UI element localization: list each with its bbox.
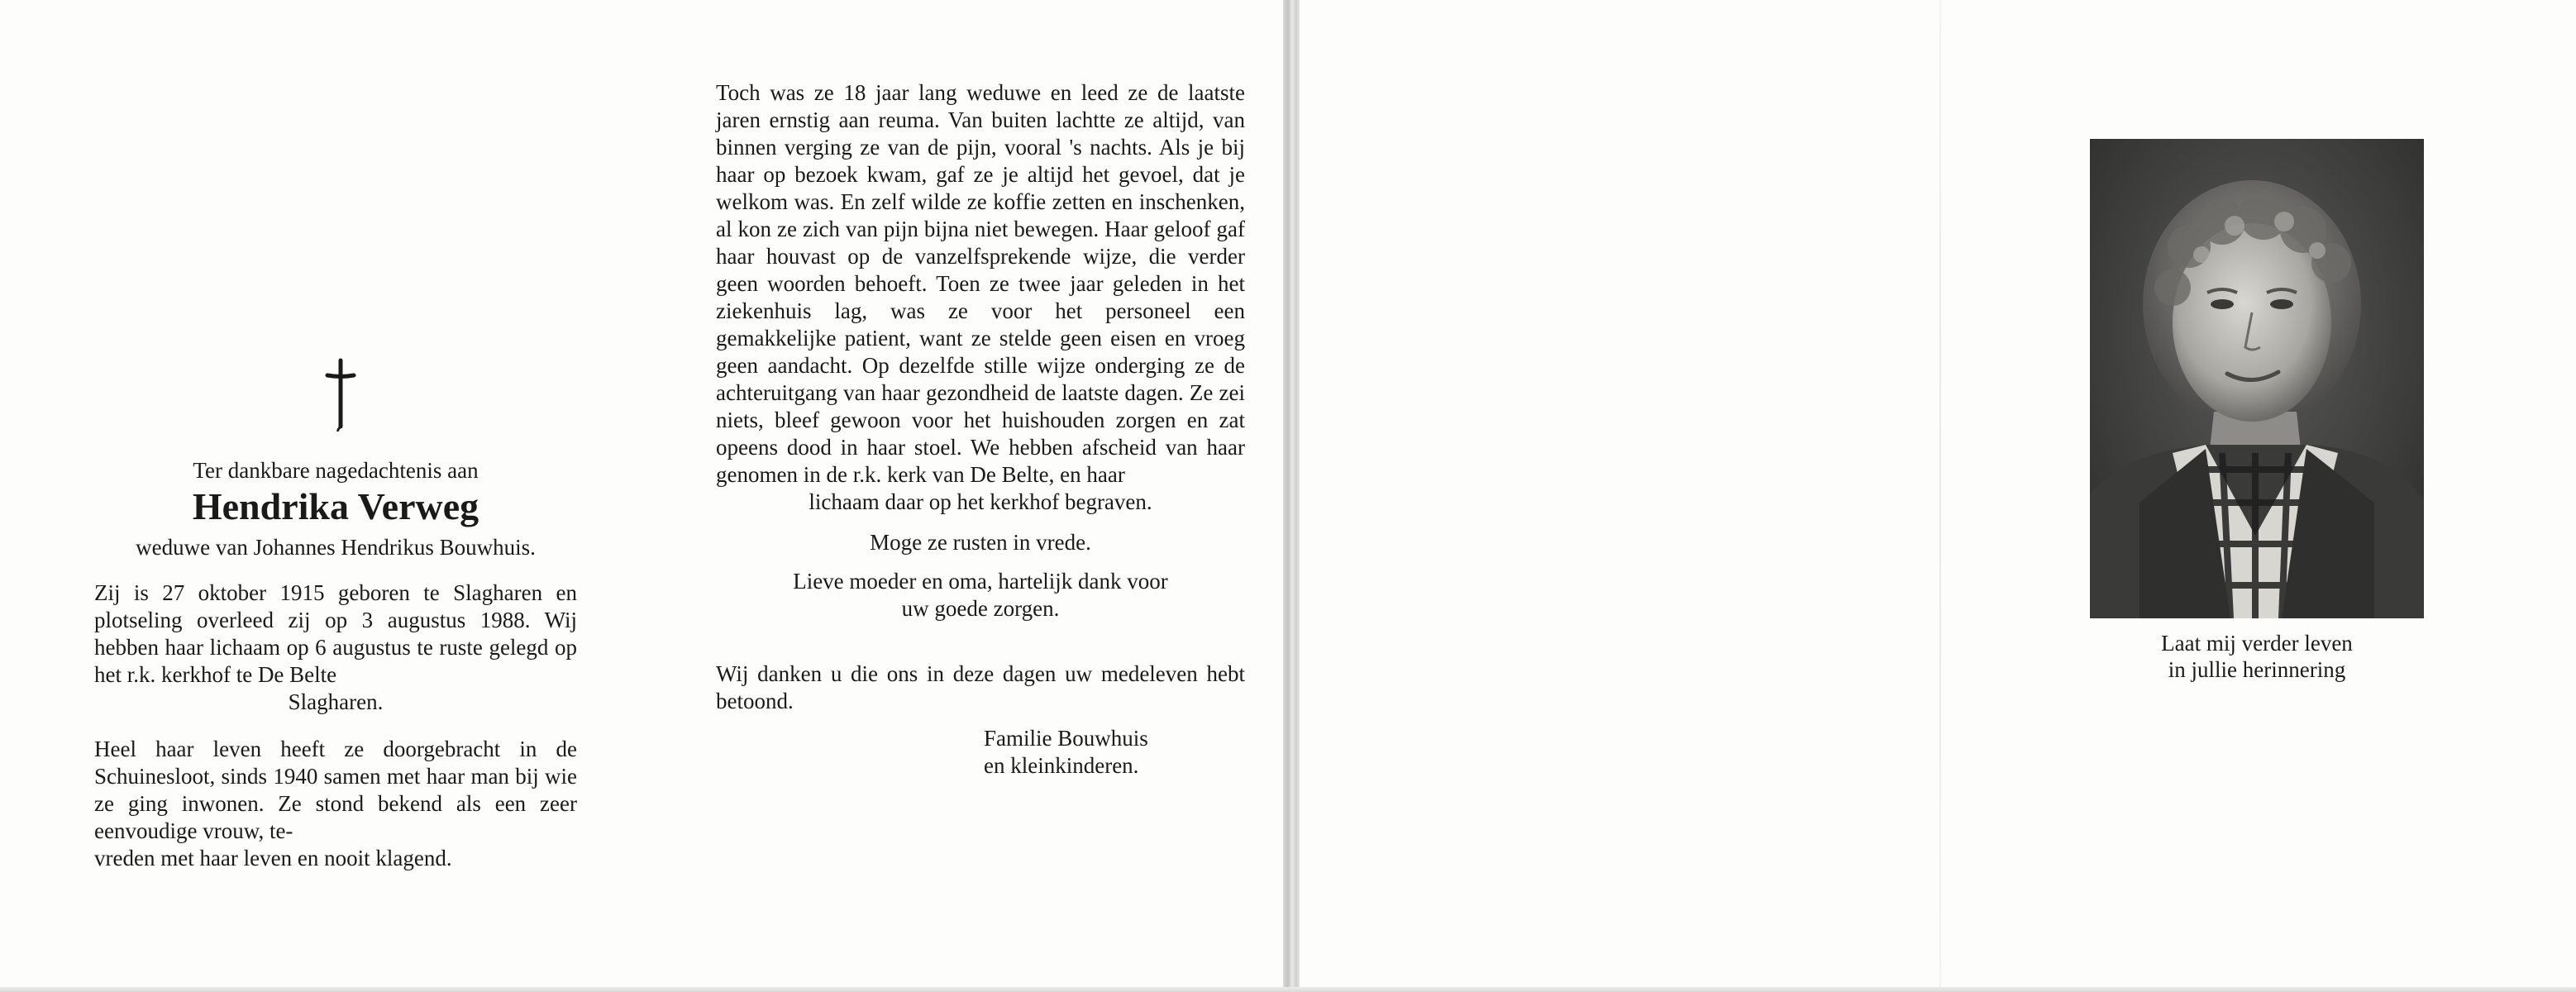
signature-block: [716, 725, 1245, 780]
dedication-intro: Ter dankbare nagedachtenis aan: [193, 458, 479, 483]
life-text: Heel haar leven heeft ze doorgebracht in de Schuinesloot, sinds 1940 samen met haar man bij wie ze ging inwonen. Ze stond bekend als een zeer eenvoudige vrouw, te-: [94, 737, 577, 843]
signature-line-2: en kleinkinderen.: [984, 753, 1139, 778]
story-paragraph: [716, 79, 1245, 516]
gratitude-paragraph: Wij danken u die ons in deze dagen uw medeleven hebt betoond.: [716, 661, 1245, 713]
story-text: Toch was ze 18 jaar lang weduwe en leed ze de laatste jaren ernstig aan reuma. Van buiten lachtte ze altijd, van binnen verging ze van de pijn, vooral 's nachts. Als je bij haar op bezoek kwam, gaf ze je altijd het gevoel, dat je welkom was. En zelf wilde ze koffie zetten en inschenken, al kon ze zich van pijn bijna niet bewegen. Haar geloof gaf haar houvast op de vanzelfsprekende wijze, die verder geen woorden behoeft. Toen ze twee jaar geleden in het ziekenhuis lag, was ze voor het personeel een gemakkelijke patient, want ze stelde geen eisen en vroeg geen aandacht. Op dezelfde stille wijze onderging ze de achteruitgang van haar gezondheid de laatste dagen. Ze zei niets, bleef gewoon voor het huishouden zorgen en zat opeens dood in haar stoel. We hebben afscheid van haar genomen in de r.k. kerk van De Belte, en haar: [716, 80, 1245, 487]
caption-line-1: Laat mij verder leven: [2161, 631, 2353, 656]
fold-line: [1939, 0, 1941, 992]
birth-death-paragraph: [94, 579, 577, 716]
caption-line-2: in jullie herinnering: [2168, 657, 2346, 682]
birth-death-text: Zij is 27 oktober 1915 geboren te Slagharen en plotseling overleed zij op 3 augustus 1988. Wij hebben haar lichaam op 6 augustus te ruste gelegd op het r.k. kerkhof te De Belte: [94, 580, 577, 687]
thanks-line-2: uw goede zorgen.: [901, 596, 1060, 621]
left-text-column: [94, 347, 577, 872]
story-last-line: lichaam daar op het kerkhof begraven.: [809, 489, 1152, 514]
rest-in-peace-line: Moge ze rusten in vrede.: [870, 530, 1091, 555]
thanks-paragraph: [716, 568, 1245, 622]
portrait-photo: [2090, 139, 2424, 618]
widow-of-line: weduwe van Johannes Hendrikus Bouwhuis.: [136, 535, 536, 560]
birth-death-last-line: Slagharen.: [288, 689, 384, 714]
photo-caption: [2090, 630, 2424, 683]
thanks-line-1: Lieve moeder en oma, hartelijk dank voor: [793, 569, 1168, 594]
middle-text-column: [716, 79, 1245, 780]
signature-line-1: Familie Bouwhuis: [984, 726, 1148, 751]
card-spine: [1283, 0, 1300, 992]
life-paragraph: [94, 736, 577, 872]
deceased-name: Hendrika Verweg: [192, 485, 479, 527]
scan-bottom-edge: [0, 987, 2576, 992]
life-last-line: vreden met haar leven en nooit klagend.: [94, 846, 452, 870]
